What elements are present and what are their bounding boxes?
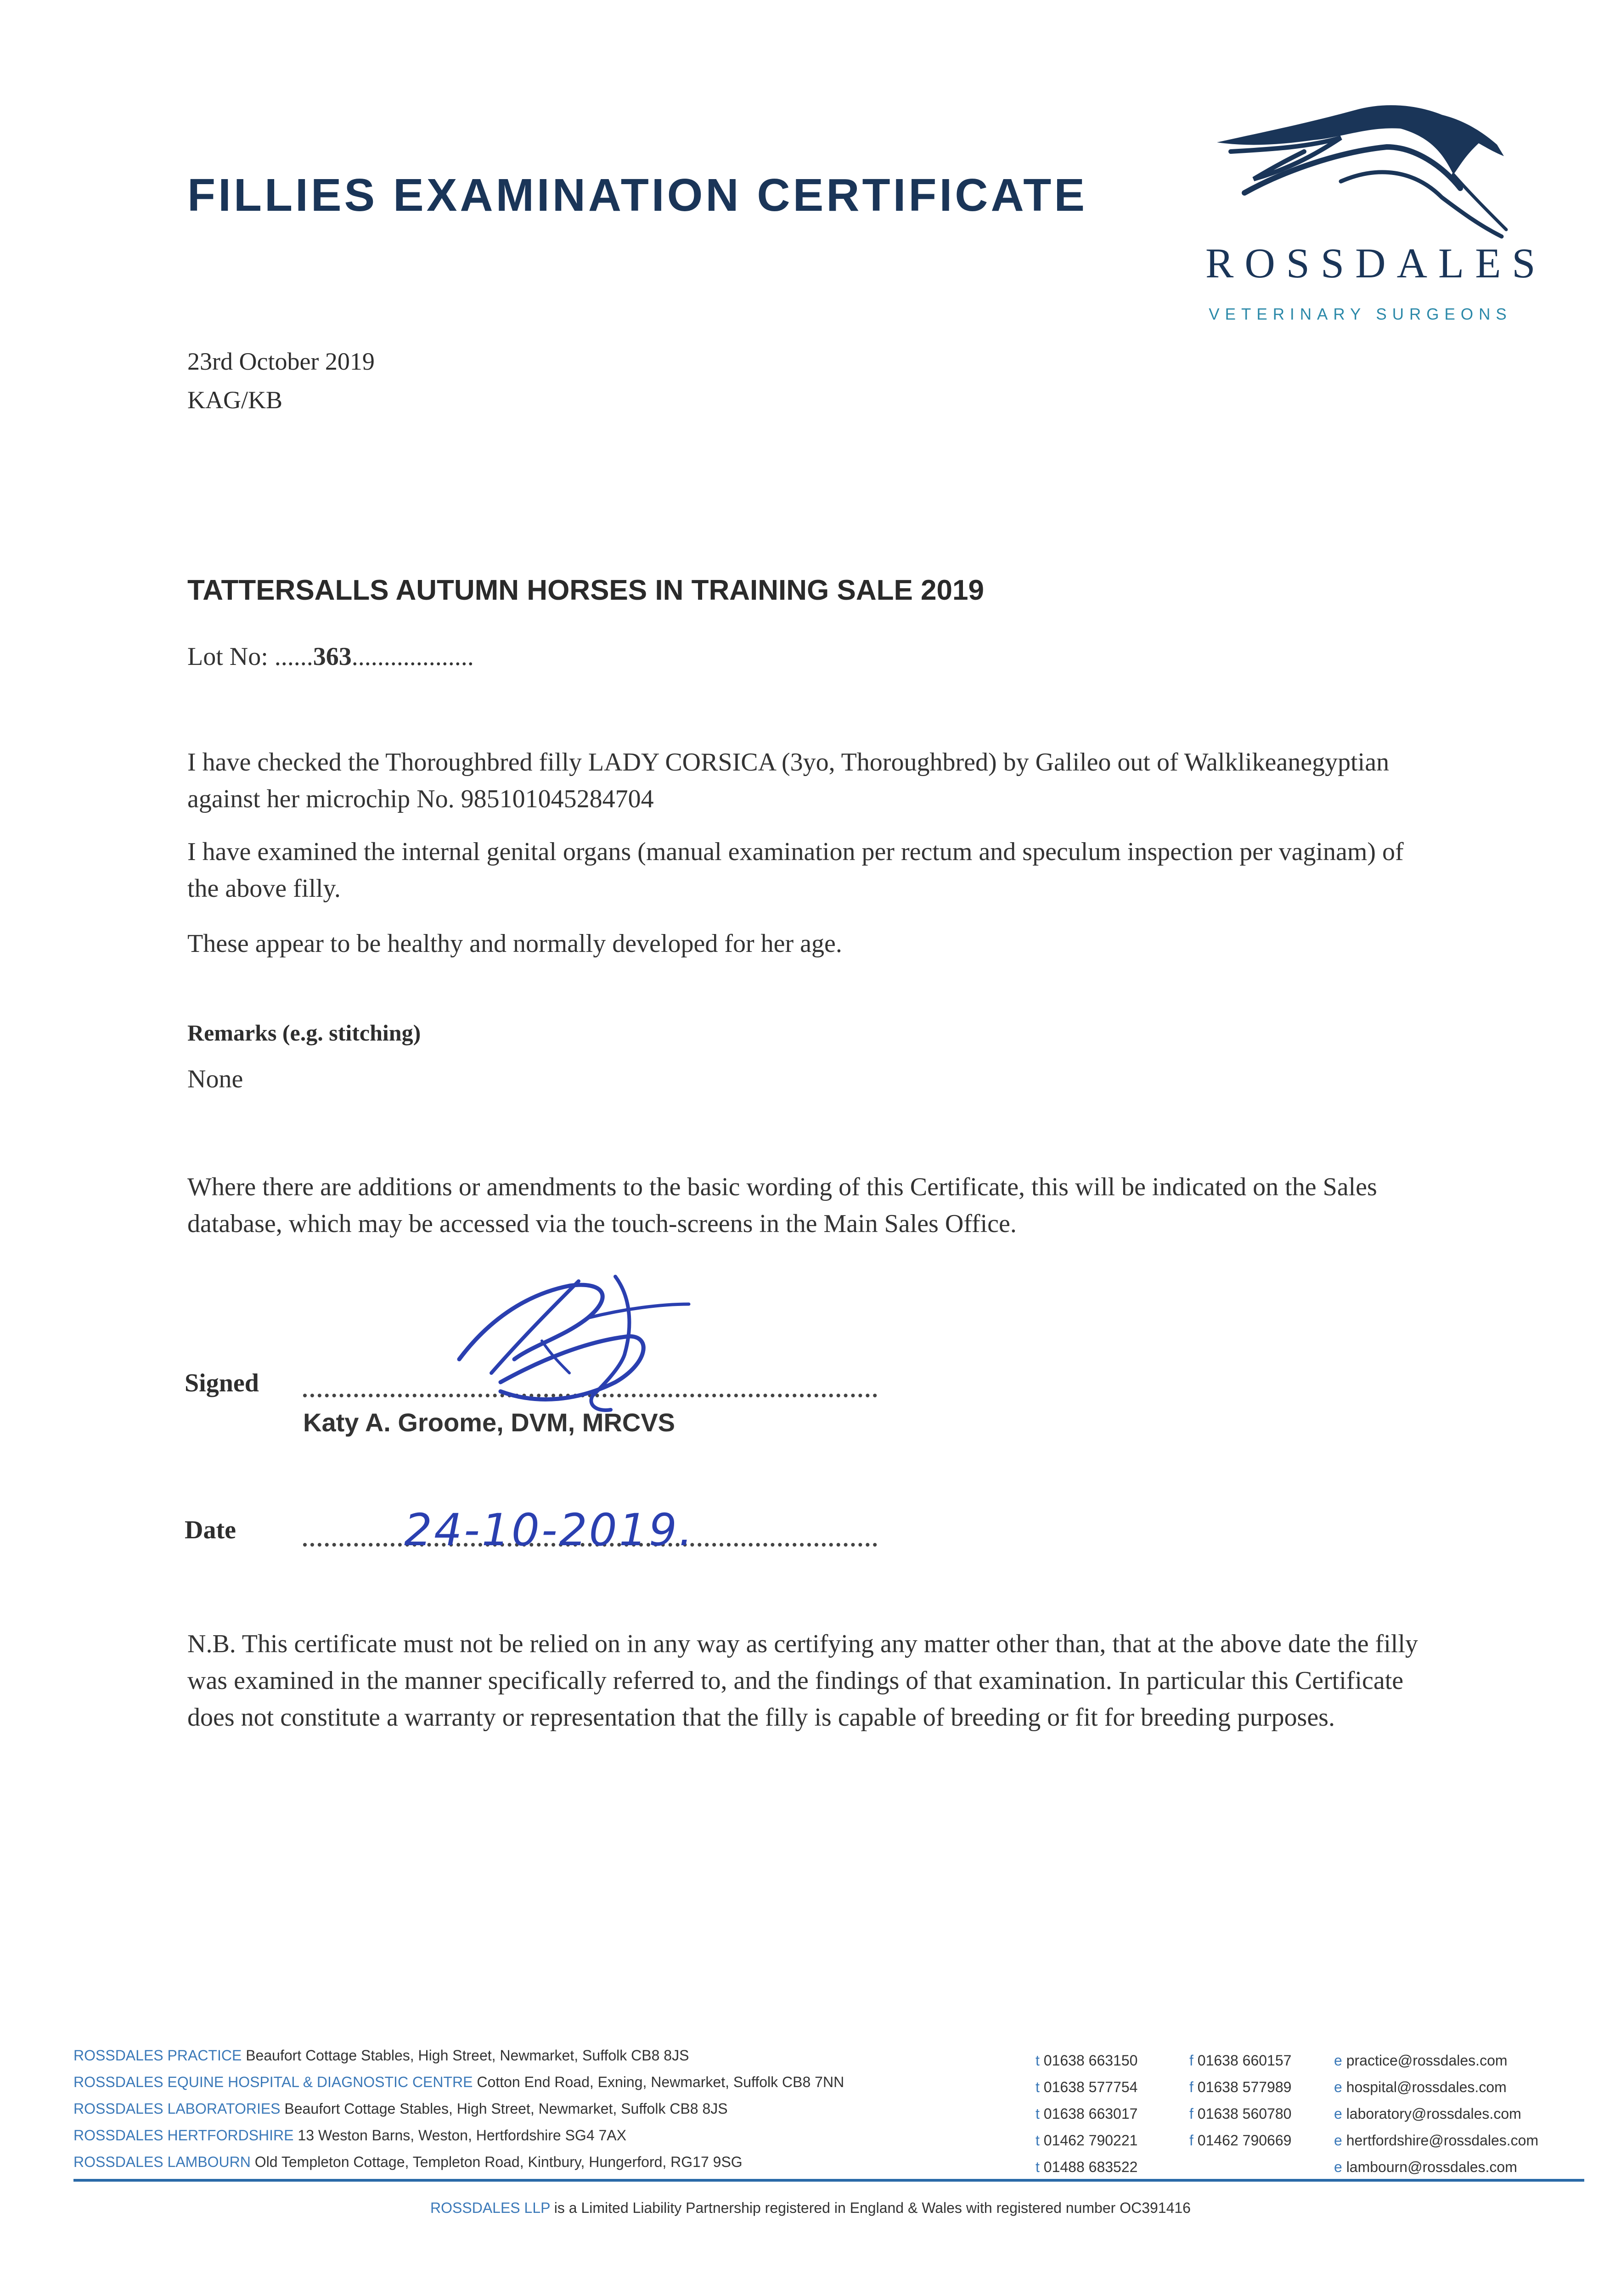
footer-email-column — [1334, 2047, 1538, 2180]
footer-tel-laboratories: t 01638 663017 — [1036, 2105, 1138, 2122]
footer-lambourn-address: Old Templeton Cottage, Templeton Road, Kintbury, Hungerford, RG17 9SG — [254, 2154, 743, 2170]
healthy-paragraph: These appear to be healthy and normally developed for her age. — [187, 929, 842, 958]
lot-line — [187, 638, 474, 675]
letter-reference: KAG/KB — [187, 386, 283, 414]
logo-wordmark: ROSSDALES — [1205, 240, 1547, 287]
sale-title: TATTERSALLS AUTUMN HORSES IN TRAINING SALE 2019 — [187, 574, 984, 606]
footer-laboratories-name: ROSSDALES LABORATORIES — [73, 2100, 281, 2117]
footer-tel-practice: t 01638 663150 — [1036, 2052, 1138, 2069]
footer-tel-hospital: t 01638 577754 — [1036, 2079, 1138, 2095]
nb-disclaimer: N.B. This certificate must not be relied on in any way as certifying any matter other than, that at the above date the filly was examined in the manner specifically referred to, and the findings of that examination. In particular this Certificate does not constitute a warranty or representation that the filly is capable of breeding or fit for breeding purposes. — [187, 1630, 1418, 1732]
lot-dots-after: ................... — [351, 642, 474, 671]
date-label: Date — [185, 1516, 236, 1544]
footer-hertfordshire-row — [73, 2127, 626, 2154]
footer-lambourn-row — [73, 2154, 743, 2180]
handwritten-signature — [450, 1267, 707, 1419]
footer-llp-name: ROSSDALES LLP — [430, 2200, 550, 2216]
lot-label: Lot No: — [187, 642, 268, 671]
remarks-value: None — [187, 1065, 243, 1093]
footer-hospital-name: ROSSDALES EQUINE HOSPITAL & DIAGNOSTIC CENTRE — [73, 2074, 473, 2090]
footer-tel-hertfordshire: t 01462 790221 — [1036, 2132, 1138, 2149]
footer-laboratories-address: Beaufort Cottage Stables, High Street, Newmarket, Suffolk CB8 8JS — [284, 2100, 728, 2117]
footer-email-hertfordshire: e hertfordshire@rossdales.com — [1334, 2132, 1539, 2149]
horse-leg-line — [1341, 172, 1502, 236]
footer-fax-hospital: f 01638 577989 — [1189, 2079, 1292, 2095]
footer-email-lambourn: e lambourn@rossdales.com — [1334, 2159, 1517, 2175]
letter-date: 23rd October 2019 — [187, 348, 375, 375]
handwritten-date — [404, 1502, 695, 1580]
footer-fax-column — [1189, 2047, 1291, 2154]
footer-email-laboratories: e laboratory@rossdales.com — [1334, 2105, 1521, 2122]
letter-meta — [187, 342, 375, 419]
footer-practice-name: ROSSDALES PRACTICE — [73, 2047, 242, 2064]
footer-tel-lambourn: t 01488 683522 — [1036, 2159, 1138, 2175]
footer-divider — [73, 2179, 1584, 2182]
amendments-paragraph: Where there are additions or amendments to the basic wording of this Certificate, this will be indicated on the Sales database, which may be accessed via the touch-screens in the Main Sales Office. — [187, 1173, 1377, 1238]
lot-dots-before: ...... — [274, 642, 313, 671]
footer-practice-row — [73, 2047, 689, 2074]
horse-head-and-neck — [1217, 105, 1504, 174]
signatory-name: Katy A. Groome, DVM, MRCVS — [303, 1408, 675, 1437]
lot-number: 363 — [313, 642, 352, 671]
footer-fax-laboratories: f 01638 560780 — [1189, 2105, 1292, 2122]
footer-lambourn-name: ROSSDALES LAMBOURN — [73, 2154, 251, 2170]
footer-hospital-row — [73, 2074, 844, 2100]
remarks-label: Remarks (e.g. stitching) — [187, 1020, 421, 1046]
footer-practice-address: Beaufort Cottage Stables, High Street, Newmarket, Suffolk CB8 8JS — [246, 2047, 689, 2064]
footer-hertfordshire-name: ROSSDALES HERTFORDSHIRE — [73, 2127, 294, 2144]
footer-telephone-column — [1036, 2047, 1137, 2180]
horse-front-leg — [1453, 174, 1506, 230]
footer-hospital-address: Cotton End Road, Exning, Newmarket, Suffolk CB8 7NN — [477, 2074, 844, 2090]
footer-llp-text: is a Limited Liability Partnership registered in England & Wales with registered number OC391416 — [554, 2200, 1191, 2216]
logo-subtitle: VETERINARY SURGEONS — [1209, 305, 1512, 323]
footer-llp-line — [0, 2200, 1621, 2217]
footer-email-practice: e practice@rossdales.com — [1334, 2052, 1508, 2069]
footer-hertfordshire-address: 13 Weston Barns, Weston, Hertfordshire SG4 7AX — [298, 2127, 626, 2144]
certificate-title: FILLIES EXAMINATION CERTIFICATE — [187, 169, 1088, 221]
footer-laboratories-row — [73, 2100, 728, 2127]
footer-fax-hertfordshire: f 01462 790669 — [1189, 2132, 1292, 2149]
rossdales-horse-logo — [1203, 101, 1515, 243]
examined-paragraph: I have examined the internal genital organs (manual examination per rectum and speculum inspection per vaginam) of the above filly. — [187, 838, 1404, 903]
handwritten-date-text: 24-10-2019. — [404, 1504, 695, 1556]
checked-paragraph: I have checked the Thoroughbred filly LADY CORSICA (3yo, Thoroughbred) by Galileo out of Walklikeanegyptian against her microchip No. 985101045284704 — [187, 748, 1390, 813]
footer-fax-practice: f 01638 660157 — [1189, 2052, 1292, 2069]
footer-email-hospital: e hospital@rossdales.com — [1334, 2079, 1507, 2095]
signed-label: Signed — [185, 1369, 259, 1397]
